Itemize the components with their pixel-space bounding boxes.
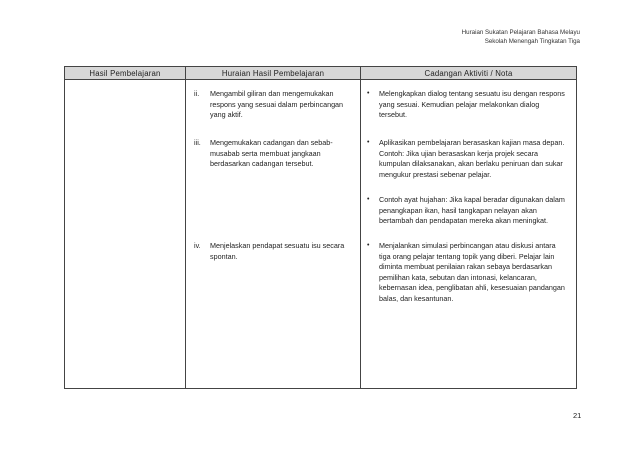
- huraian-cell: [186, 80, 361, 389]
- table-header-row: [65, 67, 577, 80]
- item-number: iii.: [194, 138, 201, 147]
- table-row: [65, 80, 577, 389]
- item-text: Mengemukakan cadangan dan sebab-musabab serta membuat jangkaan berdasarkan cadangan tersebut.: [210, 138, 333, 169]
- cadangan-item: [367, 241, 568, 305]
- item-text: Aplikasikan pembelajaran berasaskan kajian masa depan. Contoh: Jika ujian berasaskan kerja projek secara kumpulan dilaksanakan, akan berlaku peniruan dan sukar mengukur prestasi sebenar pelajar.: [379, 138, 565, 179]
- huraian-item: [194, 89, 354, 121]
- page-number: 21: [573, 411, 582, 420]
- document-header: [462, 29, 580, 46]
- cadangan-cell: [361, 80, 577, 389]
- bullet-icon: •: [367, 196, 370, 203]
- header-title: Huraian Sukatan Pelajaran Bahasa Melayu: [461, 29, 580, 36]
- huraian-item: [194, 241, 354, 262]
- column-header-cadangan: Cadangan Aktiviti / Nota: [361, 67, 577, 80]
- item-text: Melengkapkan dialog tentang sesuatu isu dengan respons yang sesuai. Kemudian pelajar melakonkan dialog tersebut.: [379, 89, 565, 120]
- bullet-icon: •: [367, 90, 370, 97]
- header-subtitle: Sekolah Menengah Tingkatan Tiga: [484, 37, 580, 45]
- item-number: ii.: [194, 89, 200, 98]
- bullet-icon: •: [367, 242, 370, 249]
- cadangan-item: [367, 89, 568, 121]
- item-text: Mengambil giliran dan mengemukakan respons yang sesuai dalam perbincangan yang aktif.: [210, 89, 344, 120]
- cadangan-item: [367, 195, 568, 227]
- hasil-cell: [65, 80, 186, 389]
- item-number: iv.: [194, 241, 201, 250]
- item-text: Menjelaskan pendapat sesuatu isu secara spontan.: [210, 241, 345, 261]
- curriculum-table: [64, 66, 577, 389]
- item-text: Contoh ayat hujahan: Jika kapal beradar digunakan dalam penangkapan ikan, hasil tangkapan nelayan akan bertambah dan pendapatan mereka akan meningkat.: [379, 195, 565, 226]
- column-header-huraian: Huraian Hasil Pembelajaran: [186, 67, 361, 80]
- item-text: Menjalankan simulasi perbincangan atau diskusi antara tiga orang pelajar tentang topik yang diberi. Pelajar lain diminta membuat penilaian rakan sebaya berdasarkan pemilihan kata, sebutan dan intonasi, kelancaran, kebernasan idea, penglibatan ahli, kesesuaian pandangan balas, dan kesantunan.: [379, 241, 565, 303]
- bullet-icon: •: [367, 139, 370, 146]
- huraian-item: [194, 138, 354, 170]
- column-header-hasil: Hasil Pembelajaran: [65, 67, 186, 80]
- cadangan-item: [367, 138, 568, 180]
